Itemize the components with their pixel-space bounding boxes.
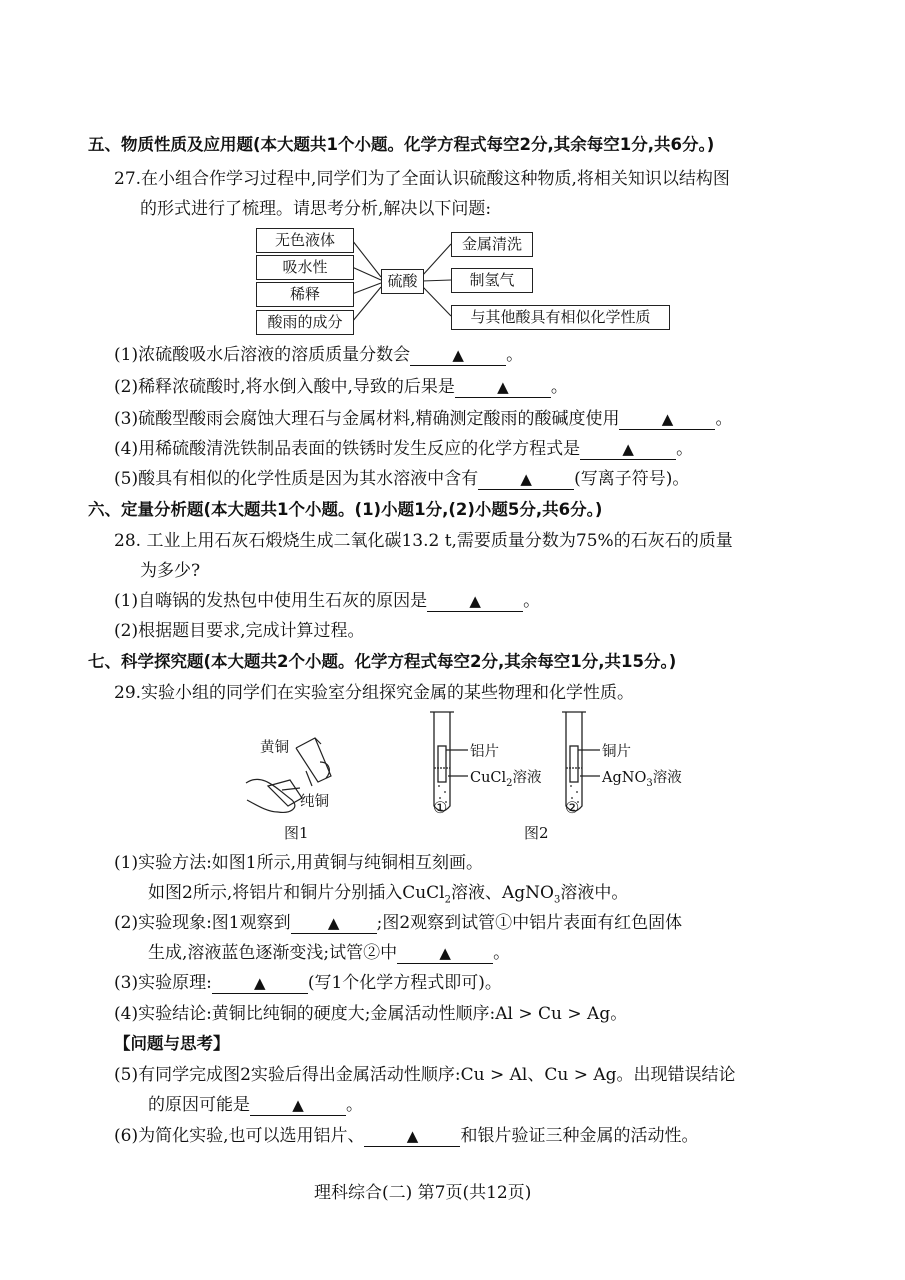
answer-blank[interactable]: ▲ [364,1126,460,1147]
section7-header: 七、科学探究题(本大题共2个小题。化学方程式每空2分,其余每空1分,共15分。) [88,652,677,671]
section5-header: 五、物质性质及应用题(本大题共1个小题。化学方程式每空2分,其余每空1分,共6分。) [88,135,715,154]
q27-sub4: (4)用稀硫酸清洗铁制品表面的铁锈时发生反应的化学方程式是 ▲ 。 [114,439,694,459]
tube2-number: ② [565,798,580,817]
answer-blank[interactable]: ▲ [580,439,676,460]
section6-header: 六、定量分析题(本大题共1个小题。(1)小题1分,(2)小题5分,共6分。) [88,500,603,519]
q28-line2: 为多少? [140,561,201,581]
diagram-right-box-1: 金属清洗 [451,232,533,257]
test-tube-2 [566,712,582,811]
q29-s5-line2: 的原因可能是 ▲ 。 [148,1095,363,1115]
answer-blank[interactable]: ▲ [212,973,308,994]
diagram-right-box-3: 与其他酸具有相似化学性质 [451,305,670,330]
aluminum-strip [438,746,446,782]
answer-blank[interactable]: ▲ [455,377,551,398]
fig1-copper-label: 纯铜 [300,794,329,810]
fig1-brass-label: 黄铜 [260,740,289,756]
test-tube-1 [434,712,450,811]
diagram-left-box-2: 吸水性 [256,255,354,280]
answer-blank[interactable]: ▲ [410,345,506,366]
q27-sub2: (2)稀释浓硫酸时,将水倒入酸中,导致的后果是 ▲ 。 [114,377,568,397]
q28-line1: 28. 工业上用石灰石煅烧生成二氧化碳13.2 t,需要质量分数为75%的石灰石的质量 [114,531,733,551]
q28-sub1: (1)自嗨锅的发热包中使用生石灰的原因是 ▲ 。 [114,591,541,611]
q27-line1: 27.在小组合作学习过程中,同学们为了全面认识硫酸这种物质,将相关知识以结构图 [114,169,730,189]
think-header: 【问题与思考】 [114,1034,230,1053]
q29-s3: (3)实验原理: ▲ (写1个化学方程式即可)。 [114,973,502,993]
copper-strip [570,746,578,782]
fig2-agno3-label: AgNO$_3$溶液 [602,770,682,789]
q29-s2-line2: 生成,溶液蓝色逐渐变浅;试管②中 ▲ 。 [148,943,511,963]
figure2-test-tubes [430,712,600,811]
answer-blank[interactable]: ▲ [427,591,523,612]
q29-s1-line2: 如图2所示,将铝片和铜片分别插入CuCl$_2$溶液、AgNO$_3$溶液中。 [148,883,629,906]
answer-blank[interactable]: ▲ [397,943,493,964]
page-footer: 理科综合(二) 第7页(共12页) [314,1183,532,1203]
fig2-aluminum-label: 铝片 [470,744,499,760]
q27-sub3: (3)硫酸型酸雨会腐蚀大理石与金属材料,精确测定酸雨的酸碱度使用 ▲ 。 [114,409,733,429]
q27-sub1: (1)浓硫酸吸水后溶液的溶质质量分数会 ▲ 。 [114,345,524,365]
fig2-copper-label: 铜片 [602,744,631,760]
fig2-cucl2-label: CuCl$_2$溶液 [470,770,542,789]
fig2-caption: 图2 [524,824,549,842]
diagram-center-box: 硫酸 [381,269,424,294]
q29-s1-line1: (1)实验方法:如图1所示,用黄铜与纯铜相互刻画。 [114,853,484,873]
tube1-number: ① [433,798,448,817]
diagram-left-box-1: 无色液体 [256,228,354,253]
q29-s6: (6)为简化实验,也可以选用铝片、 ▲ 和银片验证三种金属的活动性。 [114,1126,699,1146]
diagram-left-box-4: 酸雨的成分 [256,310,354,335]
answer-blank[interactable]: ▲ [478,469,574,490]
answer-blank[interactable]: ▲ [250,1095,346,1116]
diagram-right-box-2: 制氢气 [451,268,533,293]
q27-sub5: (5)酸具有相似的化学性质是因为其水溶液中含有 ▲ (写离子符号)。 [114,469,690,489]
fig1-caption: 图1 [284,824,309,842]
q27-line2: 的形式进行了梳理。请思考分析,解决以下问题: [140,199,492,219]
q29-s4: (4)实验结论:黄铜比纯铜的硬度大;金属活动性顺序:Al > Cu > Ag。 [114,1004,628,1024]
q29-s5-line1: (5)有同学完成图2实验后得出金属活动性顺序:Cu > Al、Cu > Ag。出现错误结论 [114,1065,736,1085]
answer-blank[interactable]: ▲ [619,409,715,430]
q29-line1: 29.实验小组的同学们在实验室分组探究金属的某些物理和化学性质。 [114,683,635,703]
diagram-left-box-3: 稀释 [256,282,354,307]
q28-sub2: (2)根据题目要求,完成计算过程。 [114,621,365,641]
answer-blank[interactable]: ▲ [291,913,377,934]
q29-s2-line1: (2)实验现象:图1观察到 ▲ ;图2观察到试管①中铝片表面有红色固体 [114,913,683,933]
